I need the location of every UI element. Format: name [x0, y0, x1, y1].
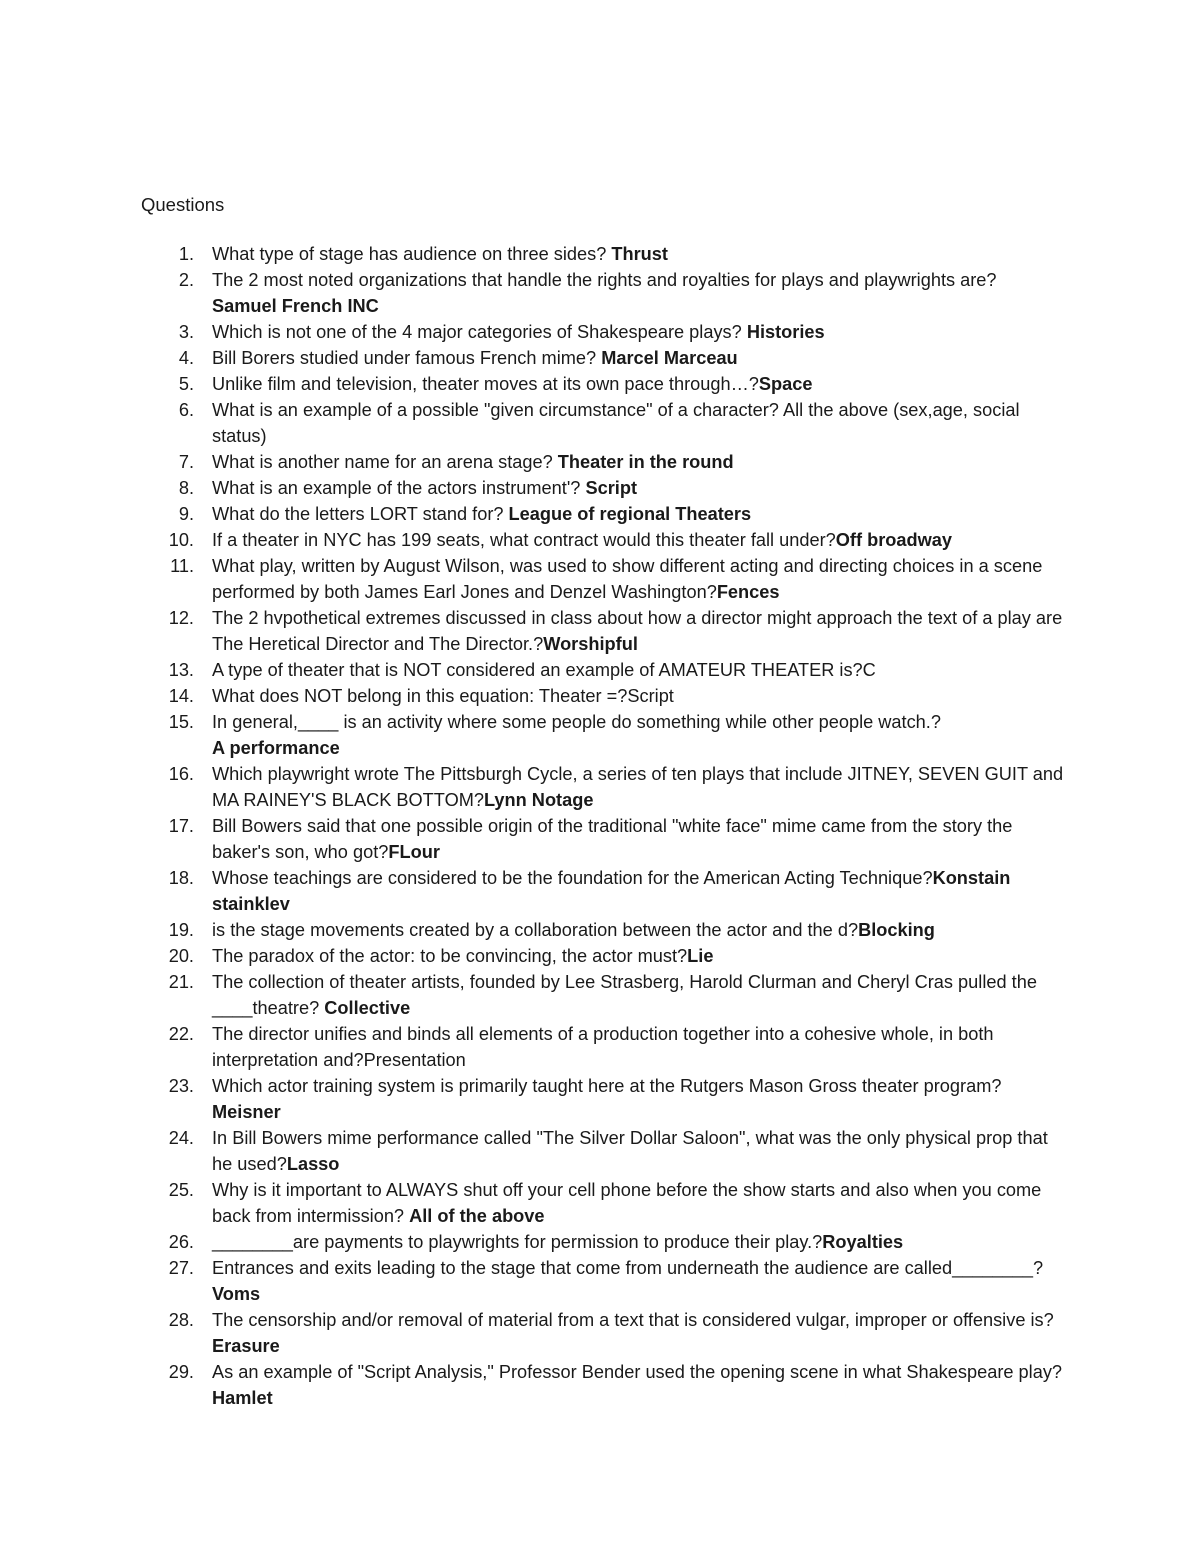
question-text: Bill Bowers said that one possible origin of the traditional "white face" mime came from the story the baker's son, who got? [212, 816, 1013, 862]
question-number: 9. [178, 504, 194, 524]
question-text: ________are payments to playwrights for permission to produce their play.? [212, 1232, 823, 1252]
question-item [0, 267, 1072, 319]
answer-text: Blocking [858, 920, 935, 940]
question-number: 27. [168, 1258, 194, 1278]
page-title: Questions [141, 194, 225, 215]
question-text: Bill Borers studied under famous French mime? [212, 348, 602, 368]
answer-text: League of regional Theaters [508, 504, 752, 524]
question-text: In Bill Bowers mime performance called "The Silver Dollar Saloon", what was the only physical prop that he used? [212, 1128, 1048, 1174]
question-item [0, 449, 1072, 475]
question-item [0, 917, 1072, 943]
answer-text: Script [585, 478, 638, 498]
question-text: Which is not one of the 4 major categories of Shakespeare plays? [212, 322, 747, 342]
question-text: Entrances and exits leading to the stage that come from underneath the audience are called________? [212, 1258, 1044, 1278]
question-item [0, 241, 1072, 267]
question-number: 28. [168, 1310, 194, 1330]
question-item [0, 709, 1072, 761]
question-text: What play, written by August Wilson, was used to show different acting and directing choices in a scene performed by both James Earl Jones and Denzel Washington? [212, 556, 1043, 602]
question-item [0, 943, 1072, 969]
answer-text: Theater in the round [557, 452, 734, 472]
answer-text: Meisner [212, 1102, 281, 1122]
question-number: 3. [178, 322, 194, 342]
question-number: 20. [168, 946, 194, 966]
question-item [0, 813, 1072, 865]
answer-text: A performance [212, 738, 340, 758]
question-text: The 2 most noted organizations that handle the rights and royalties for plays and playwrights are? [212, 270, 997, 290]
question-number: 16. [168, 764, 194, 784]
answer-text: All of the above [409, 1206, 545, 1226]
question-item [0, 657, 1072, 683]
question-number: 18. [168, 868, 194, 888]
question-text: The paradox of the actor: to be convincing, the actor must? [212, 946, 688, 966]
answer-text: Lynn Notage [483, 790, 594, 810]
question-number: 1. [178, 244, 194, 264]
question-text: The director unifies and binds all elements of a production together into a cohesive whole, in both interpretation and?Presentation [212, 1024, 994, 1070]
answer-text: Lie [687, 946, 714, 966]
question-number: 21. [168, 972, 194, 992]
question-text: Which actor training system is primarily taught here at the Rutgers Mason Gross theater program? [212, 1076, 1002, 1096]
question-number: 4. [178, 348, 194, 368]
question-number: 19. [168, 920, 194, 940]
question-item [0, 527, 1072, 553]
question-number: 13. [168, 660, 194, 680]
question-item [0, 397, 1072, 449]
answer-text: FLour [388, 842, 440, 862]
question-number: 11. [170, 556, 194, 576]
question-text: What is an example of a possible "given circumstance" of a character? All the above (sex,age, social status) [212, 400, 1020, 446]
question-item [0, 761, 1072, 813]
question-number: 24. [168, 1128, 194, 1148]
answer-text: Space [758, 374, 813, 394]
question-number: 10. [168, 530, 194, 550]
answer-text: Histories [746, 322, 825, 342]
question-item [0, 605, 1072, 657]
question-text: What do the letters LORT stand for? [212, 504, 509, 524]
question-item [0, 969, 1072, 1021]
question-text: Whose teachings are considered to be the foundation for the American Acting Technique? [212, 868, 933, 888]
question-text: If a theater in NYC has 199 seats, what contract would this theater fall under? [212, 530, 836, 550]
question-text: Which playwright wrote The Pittsburgh Cycle, a series of ten plays that include JITNEY, SEVEN GUIT and MA RAINEY'S BLACK BOTTOM? [212, 764, 1064, 810]
question-text: What does NOT belong in this equation: Theater =?Script [212, 686, 674, 706]
answer-text: Voms [212, 1284, 261, 1304]
answer-text: Off broadway [835, 530, 952, 550]
question-item [0, 345, 1072, 371]
answer-text: Collective [324, 998, 411, 1018]
answer-text: Fences [716, 582, 780, 602]
question-item [0, 1177, 1072, 1229]
question-item [0, 319, 1072, 345]
question-text: is the stage movements created by a collaboration between the actor and the d? [212, 920, 859, 940]
question-number: 22. [168, 1024, 194, 1044]
question-item [0, 501, 1072, 527]
question-item [0, 683, 1072, 709]
answer-text: Thrust [611, 244, 668, 264]
question-text: A type of theater that is NOT considered an example of AMATEUR THEATER is?C [212, 660, 876, 680]
question-number: 25. [168, 1180, 194, 1200]
question-item [0, 553, 1072, 605]
question-number: 15. [168, 712, 194, 732]
question-text: What is another name for an arena stage? [212, 452, 558, 472]
question-text: The censorship and/or removal of material from a text that is considered vulgar, improper or offensive is? [212, 1310, 1054, 1330]
question-number: 14. [168, 686, 194, 706]
question-text: Unlike film and television, theater moves at its own pace through…? [212, 374, 759, 394]
answer-text: Marcel Marceau [601, 348, 738, 368]
question-item [0, 1229, 1072, 1255]
question-number: 5. [178, 374, 194, 394]
question-number: 17. [168, 816, 194, 836]
answer-text: Konstain stainklev [212, 868, 1011, 914]
question-text: In general,____ is an activity where some people do something while other people watch.? [212, 712, 941, 732]
question-list [0, 241, 1200, 1411]
question-item [0, 1255, 1072, 1307]
question-item [0, 371, 1072, 397]
question-number: 2. [178, 270, 194, 290]
question-item [0, 1307, 1072, 1359]
question-text: Why is it important to ALWAYS shut off your cell phone before the show starts and also when you come back from intermission? [212, 1180, 1042, 1226]
question-item [0, 1125, 1072, 1177]
question-text: What type of stage has audience on three sides? [212, 244, 612, 264]
question-item [0, 475, 1072, 501]
question-item [0, 1359, 1072, 1411]
question-number: 29. [168, 1362, 194, 1382]
answer-text: Samuel French INC [212, 296, 379, 316]
answer-text: Lasso [286, 1154, 340, 1174]
question-text: As an example of "Script Analysis," Professor Bender used the opening scene in what Shakespeare play? [212, 1362, 1063, 1382]
answer-text: Royalties [822, 1232, 904, 1252]
question-item [0, 1073, 1072, 1125]
question-text: What is an example of the actors instrument'? [212, 478, 586, 498]
question-text: The collection of theater artists, founded by Lee Strasberg, Harold Clurman and Cheryl Cras pulled the ____theatre? [212, 972, 1037, 1018]
question-text: The 2 hvpothetical extremes discussed in class about how a director might approach the text of a play are The Heretical Director and The Director.? [212, 608, 1063, 654]
question-number: 8. [178, 478, 194, 498]
question-number: 6. [178, 400, 194, 420]
question-item [0, 1021, 1072, 1073]
question-item [0, 865, 1072, 917]
question-number: 23. [168, 1076, 194, 1096]
answer-text: Erasure [212, 1336, 280, 1356]
question-number: 12. [168, 608, 194, 628]
answer-text: Hamlet [212, 1388, 273, 1408]
question-number: 26. [168, 1232, 194, 1252]
question-number: 7. [178, 452, 194, 472]
answer-text: Worshipful [543, 634, 638, 654]
